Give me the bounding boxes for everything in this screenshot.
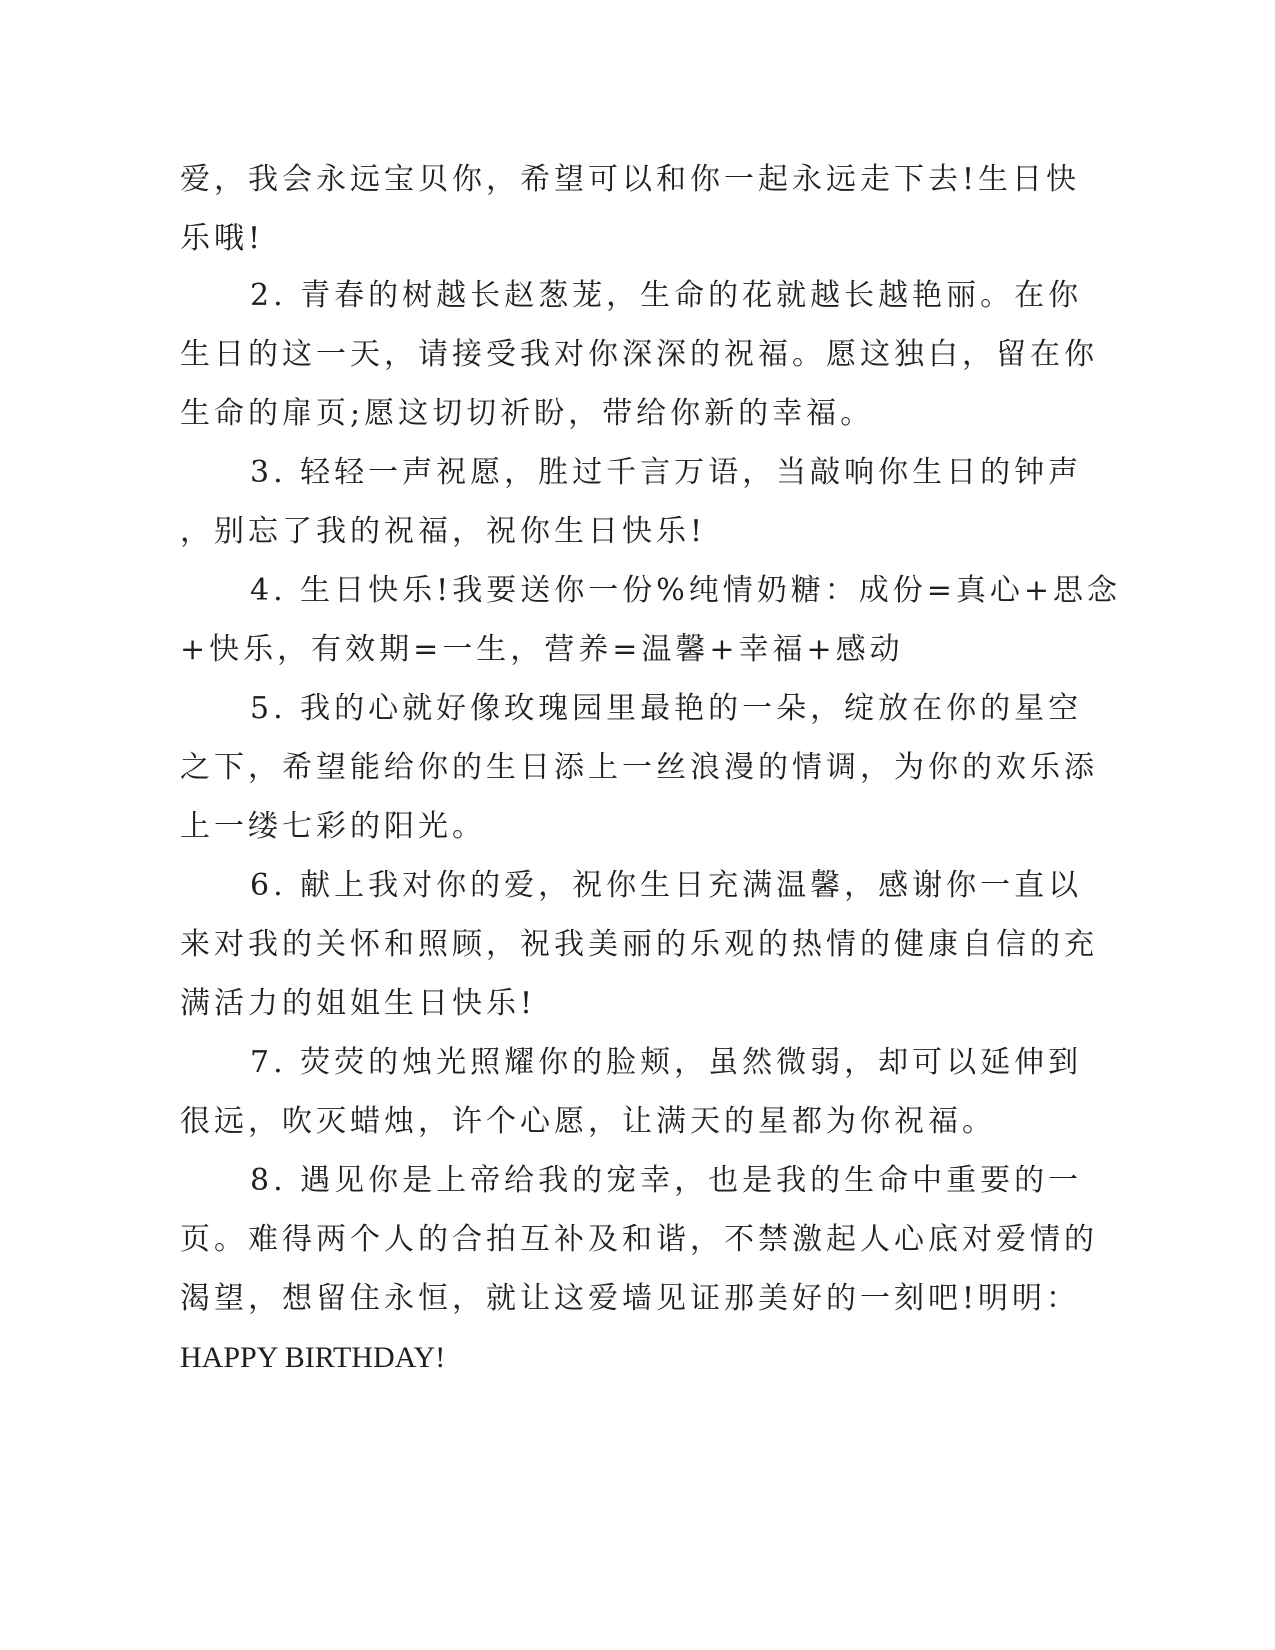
wish-6-line-1: 6. 献上我对你的爱，祝你生日充满温馨，感谢你一直以 [250, 868, 1083, 903]
paragraph-1-line-2: 乐哦! [180, 221, 265, 256]
wish-3-line-1: 3. 轻轻一声祝愿，胜过千言万语，当敲响你生日的钟声 [250, 455, 1083, 490]
wish-4-line-2: +快乐，有效期=一生，营养=温馨+幸福+感动 [180, 632, 904, 667]
wish-2-line-3: 生命的扉页;愿这切切祈盼，带给你新的幸福。 [180, 396, 875, 431]
wish-7-line-2: 很远，吹灭蜡烛，许个心愿，让满天的星都为你祝福。 [180, 1104, 996, 1139]
wish-8-line-2: 页。难得两个人的合拍互补及和谐，不禁激起人心底对爱情的 [180, 1222, 1098, 1257]
wish-5-line-3: 上一缕七彩的阳光。 [180, 809, 486, 844]
wish-5-line-1: 5. 我的心就好像玫瑰园里最艳的一朵，绽放在你的星空 [250, 691, 1083, 726]
wish-4-line-1: 4. 生日快乐!我要送你一份%纯情奶糖：成份=真心+思念 [250, 573, 1121, 608]
paragraph-1-line-1: 爱，我会永远宝贝你，希望可以和你一起永远走下去!生日快 [180, 162, 1081, 197]
wish-8-line-4: HAPPY BIRTHDAY! [180, 1341, 446, 1374]
wish-7-line-1: 7. 荧荧的烛光照耀你的脸颊，虽然微弱，却可以延伸到 [250, 1045, 1083, 1080]
wish-5-line-2: 之下，希望能给你的生日添上一丝浪漫的情调，为你的欢乐添 [180, 750, 1098, 785]
wish-3-line-2: ，别忘了我的祝福，祝你生日快乐! [180, 514, 707, 549]
wish-8-line-3: 渴望，想留住永恒，就让这爱墙见证那美好的一刻吧!明明： [180, 1281, 1081, 1316]
wish-2-line-2: 生日的这一天，请接受我对你深深的祝福。愿这独白，留在你 [180, 337, 1098, 372]
wish-8-line-1: 8. 遇见你是上帝给我的宠幸，也是我的生命中重要的一 [250, 1163, 1083, 1198]
wish-2-line-1: 2. 青春的树越长赵葱茏，生命的花就越长越艳丽。在你 [250, 278, 1083, 313]
wish-6-line-3: 满活力的姐姐生日快乐! [180, 986, 537, 1021]
wish-6-line-2: 来对我的关怀和照顾，祝我美丽的乐观的热情的健康自信的充 [180, 927, 1098, 962]
